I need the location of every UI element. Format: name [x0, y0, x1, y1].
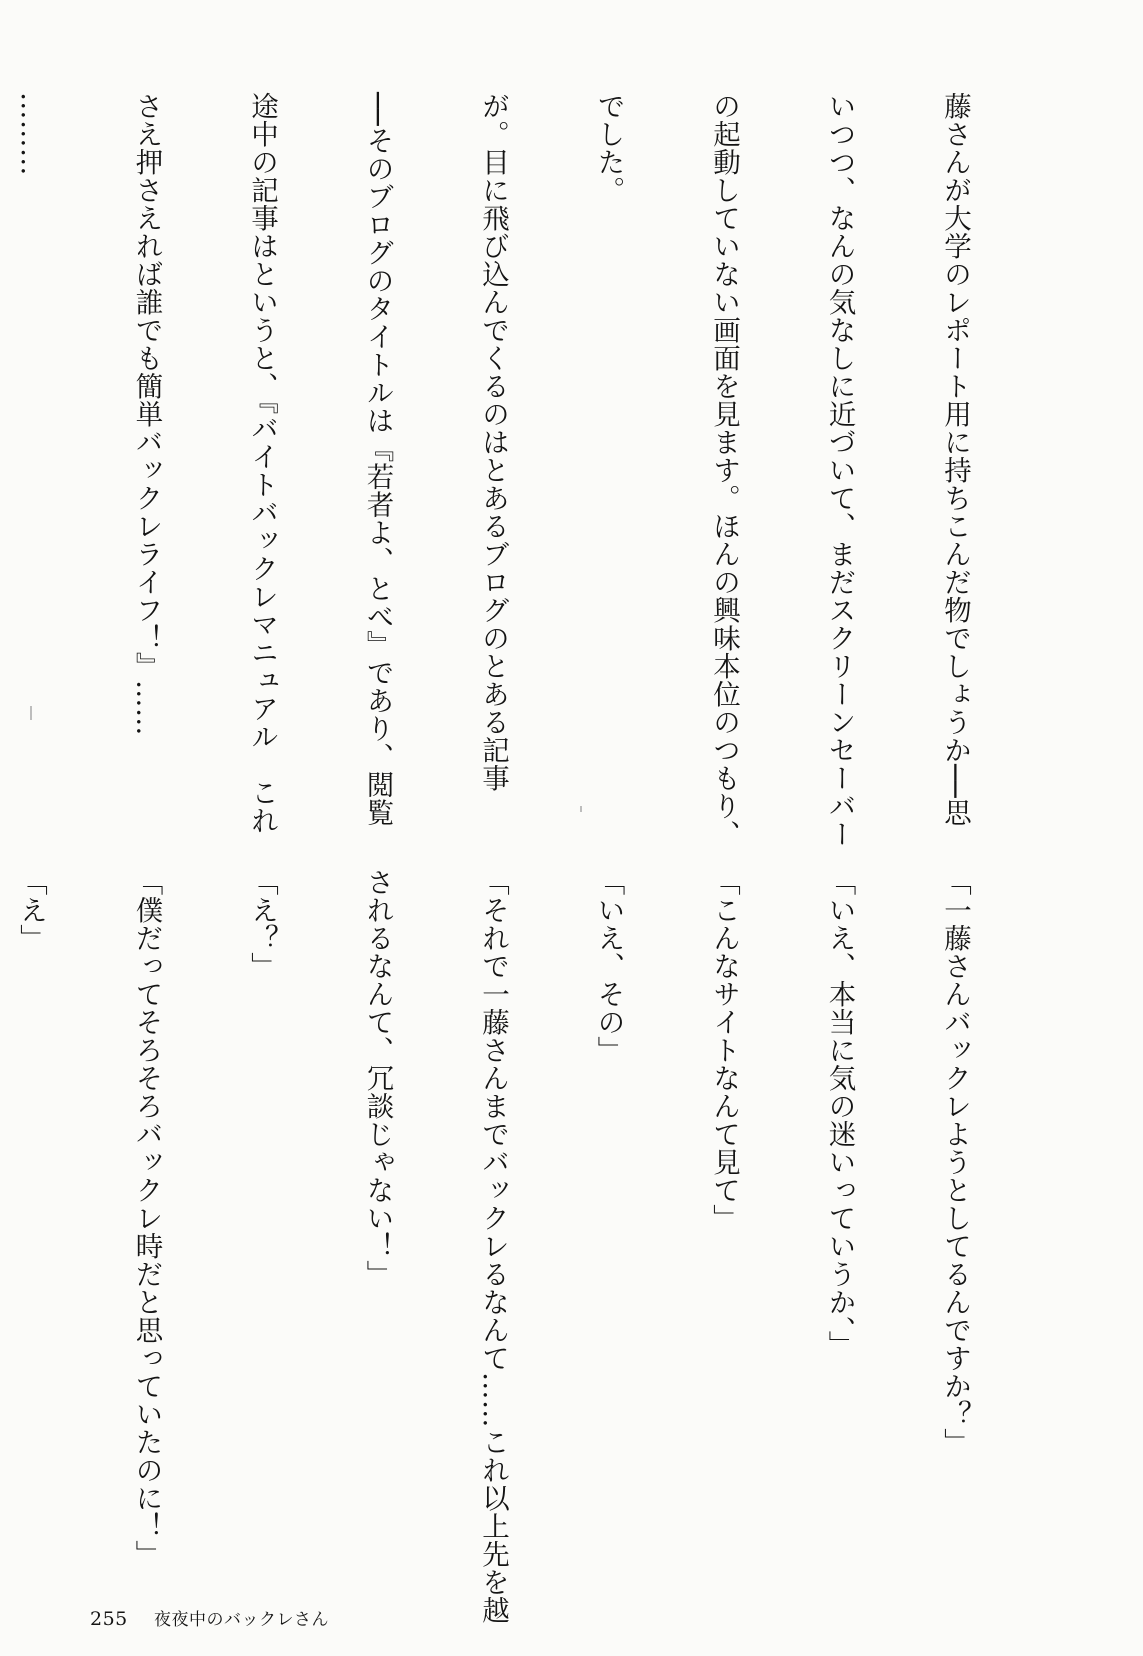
text-line: の起動していない画面を見ます。ほんの興味本位のつもり、	[708, 92, 740, 848]
text-line: 「それで一藤さんまでバックレるなんて……これ以上先を越	[477, 868, 509, 1624]
text-line: 「え」	[15, 868, 47, 952]
text-line: 「いえ、本当に気の迷いっていうか、」	[823, 868, 856, 1359]
text-line: 「いえ、その」	[592, 868, 625, 1064]
scan-speck	[30, 706, 32, 720]
running-title: 夜夜中のバックレさん	[154, 1610, 329, 1630]
text-line: さえ押さえれば誰でも簡単バックレライフ！』……	[130, 92, 163, 736]
scan-speck	[580, 806, 582, 812]
page-footer	[90, 1605, 329, 1630]
text-line: 「一藤さんバックレようとしてるんですか？」	[939, 868, 971, 1456]
text-line: 「え？」	[246, 868, 278, 980]
text-line: が。目に飛び込んでくるのはとあるブログのとある記事	[477, 92, 509, 792]
text-line: 藤さんが大学のレポート用に持ちこんだ物でしょうか──思	[939, 92, 971, 827]
text-line: ………	[15, 92, 47, 176]
text-line: 途中の記事はというと、『バイトバックレマニュアル これ	[246, 92, 278, 835]
text-line: 「僕だってそろそろバックレ時だと思っていたのに！」	[130, 868, 163, 1568]
text-line: でした。	[592, 92, 625, 204]
text-line: されるなんて、冗談じゃない！」	[361, 868, 394, 1288]
text-line: 「こんなサイトなんて見て」	[708, 868, 740, 1232]
page-number: 255	[90, 1608, 128, 1630]
bottom-text-block	[0, 868, 1051, 1628]
text-line: ──そのブログのタイトルは『若者よ、とべ』であり、閲覧	[361, 92, 394, 827]
top-text-block	[0, 92, 1051, 852]
text-line: いつつ、なんの気なしに近づいて、まだスクリーンセーバー	[823, 92, 856, 848]
